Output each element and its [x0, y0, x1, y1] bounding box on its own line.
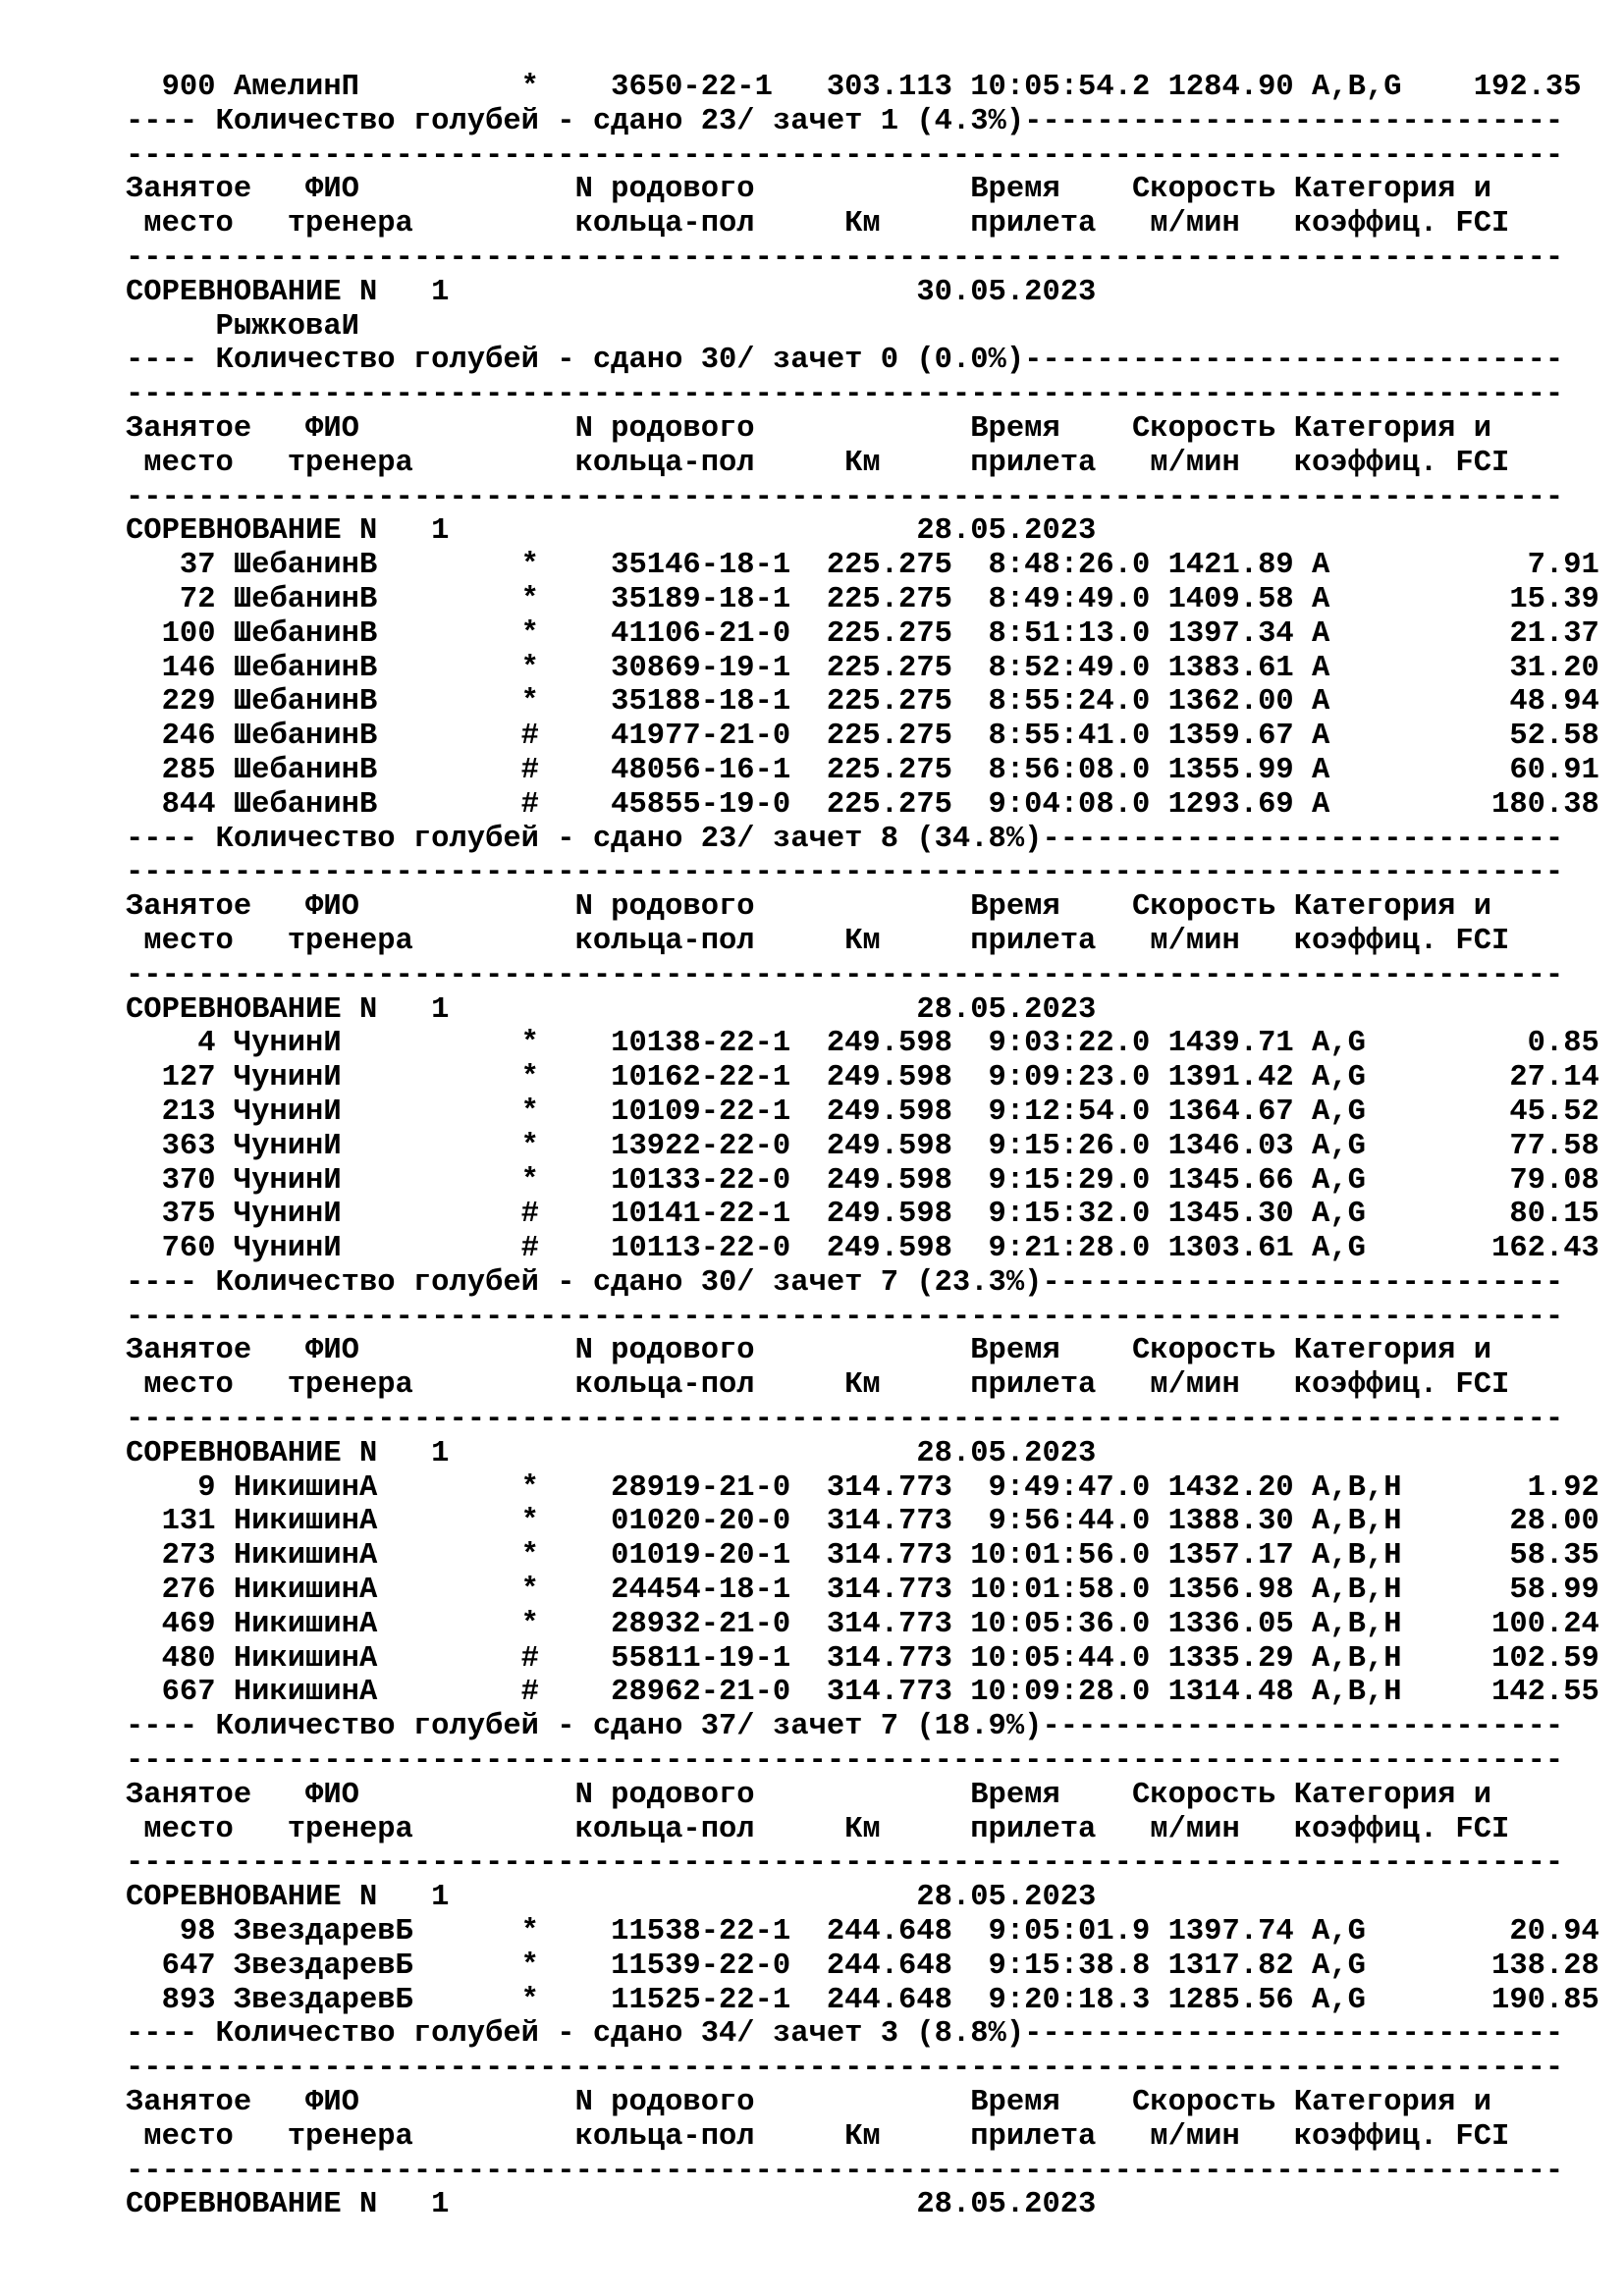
- text-line: ---- Количество голубей - сдано 23/ зачет 1 (4.3%)------------------------------: [126, 104, 1564, 138]
- text-line: 844 ШебанинВ # 45855-19-0 225.275 9:04:08.0 1293.69 A 180.38: [126, 787, 1599, 822]
- text-line: место тренера кольца-пол Км прилета м/мин коэффиц. FCI: [126, 1368, 1510, 1403]
- text-line: ---- Количество голубей - сдано 34/ зачет 3 (8.8%)------------------------------: [126, 2017, 1564, 2052]
- text-line: --------------------------------------------------------------------------------: [126, 378, 1564, 412]
- text-line: ---- Количество голубей - сдано 23/ зачет 8 (34.8%)-----------------------------: [126, 822, 1564, 856]
- text-line: СОРЕВНОВАНИЕ N 1 28.05.2023: [126, 992, 1097, 1027]
- text-line: 760 ЧунинИ # 10113-22-0 249.598 9:21:28.0 1303.61 A,G 162.43: [126, 1232, 1599, 1266]
- text-line: --------------------------------------------------------------------------------: [126, 2154, 1564, 2188]
- text-line: Занятое ФИО N родового Время Скорость Категория и: [126, 890, 1492, 925]
- text-line: 647 ЗвездаревБ * 11539-22-0 244.648 9:15:38.8 1317.82 A,G 138.28: [126, 1949, 1599, 1983]
- text-line: ---- Количество голубей - сдано 30/ зачет 0 (0.0%)------------------------------: [126, 344, 1564, 378]
- text-line: место тренера кольца-пол Км прилета м/мин коэффиц. FCI: [126, 207, 1510, 241]
- text-line: 98 ЗвездаревБ * 11538-22-1 244.648 9:05:01.9 1397.74 A,G 20.94: [126, 1915, 1599, 1949]
- text-line: --------------------------------------------------------------------------------: [126, 856, 1564, 890]
- text-line: Занятое ФИО N родового Время Скорость Категория и: [126, 173, 1492, 207]
- text-line: 9 НикишинА * 28919-21-0 314.773 9:49:47.0 1432.20 A,B,H 1.92: [126, 1470, 1599, 1505]
- text-line: --------------------------------------------------------------------------------: [126, 1403, 1564, 1437]
- text-line: 276 НикишинА * 24454-18-1 314.773 10:01:58.0 1356.98 A,B,H 58.99: [126, 1574, 1599, 1608]
- text-line: --------------------------------------------------------------------------------: [126, 2052, 1564, 2086]
- text-line: 893 ЗвездаревБ * 11525-22-1 244.648 9:20:18.3 1285.56 A,G 190.85: [126, 1983, 1599, 2017]
- text-line: 370 ЧунинИ * 10133-22-0 249.598 9:15:29.0 1345.66 A,G 79.08: [126, 1163, 1599, 1198]
- text-line: ---- Количество голубей - сдано 30/ зачет 7 (23.3%)-----------------------------: [126, 1265, 1564, 1300]
- text-line: ---- Количество голубей - сдано 37/ зачет 7 (18.9%)-----------------------------: [126, 1710, 1564, 1744]
- text-line: место тренера кольца-пол Км прилета м/мин коэффиц. FCI: [126, 924, 1510, 958]
- text-line: 146 ШебанинВ * 30869-19-1 225.275 8:52:49.0 1383.61 A 31.20: [126, 651, 1599, 685]
- text-line: 480 НикишинА # 55811-19-1 314.773 10:05:44.0 1335.29 A,B,H 102.59: [126, 1641, 1599, 1676]
- text-line: --------------------------------------------------------------------------------: [126, 240, 1564, 275]
- text-line: 100 ШебанинВ * 41106-21-0 225.275 8:51:13.0 1397.34 A 21.37: [126, 616, 1599, 651]
- text-line: СОРЕВНОВАНИЕ N 1 28.05.2023: [126, 1881, 1097, 1915]
- text-line: --------------------------------------------------------------------------------: [126, 138, 1564, 173]
- text-line: --------------------------------------------------------------------------------: [126, 958, 1564, 992]
- text-line: --------------------------------------------------------------------------------: [126, 480, 1564, 514]
- text-line: Занятое ФИО N родового Время Скорость Категория и: [126, 2086, 1492, 2120]
- text-line: 72 ШебанинВ * 35189-18-1 225.275 8:49:49.0 1409.58 A 15.39: [126, 582, 1599, 616]
- text-line: 246 ШебанинВ # 41977-21-0 225.275 8:55:41.0 1359.67 A 52.58: [126, 720, 1599, 754]
- text-line: 213 ЧунинИ * 10109-22-1 249.598 9:12:54.0 1364.67 A,G 45.52: [126, 1095, 1599, 1129]
- text-line: место тренера кольца-пол Км прилета м/мин коэффиц. FCI: [126, 1812, 1510, 1846]
- text-line: 273 НикишинА * 01019-20-1 314.773 10:01:56.0 1357.17 A,B,H 58.35: [126, 1539, 1599, 1574]
- text-line: СОРЕВНОВАНИЕ N 1 28.05.2023: [126, 514, 1097, 549]
- text-line: 229 ШебанинВ * 35188-18-1 225.275 8:55:24.0 1362.00 A 48.94: [126, 685, 1599, 720]
- text-line: Занятое ФИО N родового Время Скорость Категория и: [126, 1778, 1492, 1812]
- text-line: --------------------------------------------------------------------------------: [126, 1846, 1564, 1881]
- text-line: место тренера кольца-пол Км прилета м/мин коэффиц. FCI: [126, 2119, 1510, 2154]
- text-line: 469 НикишинА * 28932-21-0 314.773 10:05:36.0 1336.05 A,B,H 100.24: [126, 1607, 1599, 1641]
- text-line: СОРЕВНОВАНИЕ N 1 28.05.2023: [126, 1436, 1097, 1470]
- text-line: 285 ШебанинВ # 48056-16-1 225.275 8:56:08.0 1355.99 A 60.91: [126, 753, 1599, 787]
- text-line: 37 ШебанинВ * 35146-18-1 225.275 8:48:26.0 1421.89 A 7.91: [126, 549, 1599, 583]
- text-line: СОРЕВНОВАНИЕ N 1 28.05.2023: [126, 2188, 1097, 2222]
- text-line: Занятое ФИО N родового Время Скорость Категория и: [126, 1334, 1492, 1368]
- text-line: СОРЕВНОВАНИЕ N 1 30.05.2023: [126, 275, 1097, 309]
- text-line: 131 НикишинА * 01020-20-0 314.773 9:56:44.0 1388.30 A,B,H 28.00: [126, 1505, 1599, 1539]
- text-line: 667 НикишинА # 28962-21-0 314.773 10:09:28.0 1314.48 A,B,H 142.55: [126, 1676, 1599, 1710]
- text-line: 363 ЧунинИ * 13922-22-0 249.598 9:15:26.0 1346.03 A,G 77.58: [126, 1129, 1599, 1163]
- text-line: 4 ЧунинИ * 10138-22-1 249.598 9:03:22.0 1439.71 A,G 0.85: [126, 1027, 1599, 1061]
- text-line: РыжковаИ: [126, 309, 359, 344]
- text-line: 375 ЧунинИ # 10141-22-1 249.598 9:15:32.0 1345.30 A,G 80.15: [126, 1198, 1599, 1232]
- text-line: 900 АмелинП * 3650-22-1 303.113 10:05:54.2 1284.90 A,B,G 192.35: [126, 71, 1582, 104]
- text-line: место тренера кольца-пол Км прилета м/мин коэффиц. FCI: [126, 446, 1510, 480]
- race-results-printout: [126, 71, 1599, 2222]
- text-line: --------------------------------------------------------------------------------: [126, 1300, 1564, 1334]
- text-line: 127 ЧунинИ * 10162-22-1 249.598 9:09:23.0 1391.42 A,G 27.14: [126, 1061, 1599, 1095]
- text-line: Занятое ФИО N родового Время Скорость Категория и: [126, 411, 1492, 446]
- text-line: --------------------------------------------------------------------------------: [126, 1744, 1564, 1779]
